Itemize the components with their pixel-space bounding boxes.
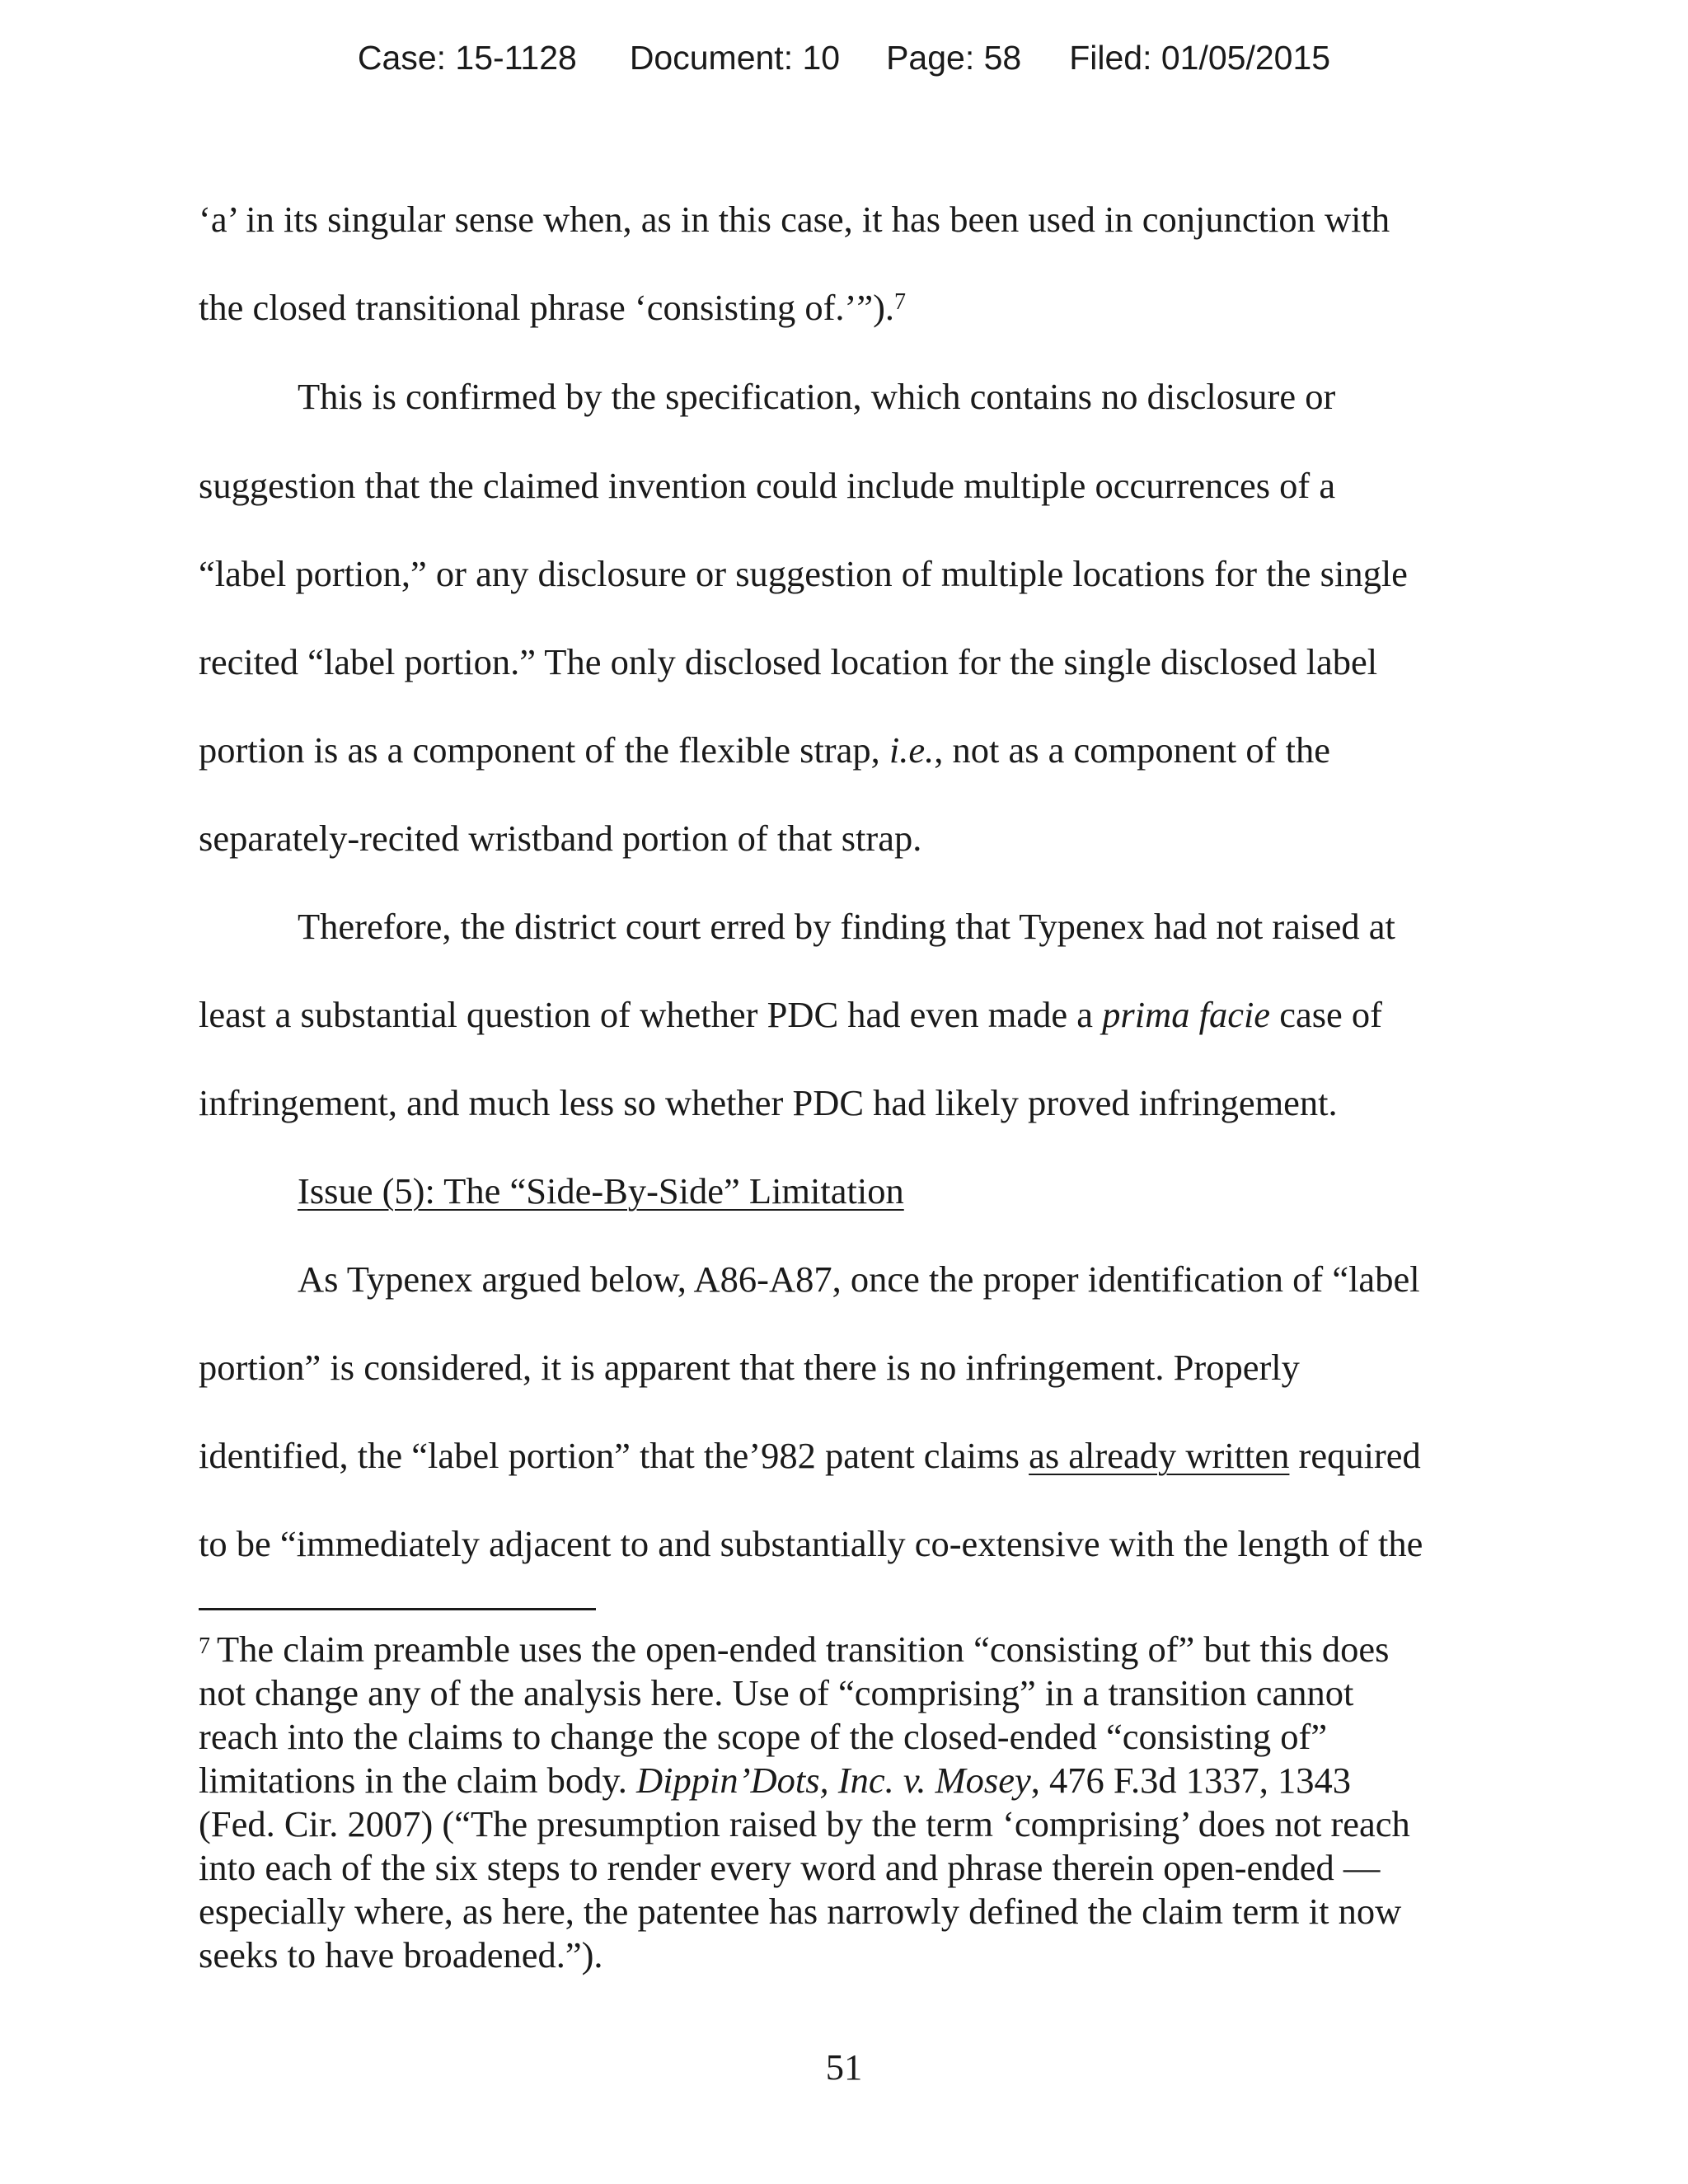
section-heading — [199, 1170, 904, 1212]
footnote-text-3: reach into the claims to change the scope of the closed-ended “consisting of” — [199, 1716, 1328, 1757]
footnote-separator — [199, 1608, 596, 1610]
body-line — [199, 376, 1335, 417]
text-line-7a: portion is as a component of the flexible strap, — [199, 729, 889, 771]
footnote-7 — [199, 1628, 1501, 1977]
body-line — [199, 1347, 1300, 1388]
document-number: Document: 10 — [629, 39, 841, 77]
footnote-text-4a: limitations in the claim body. — [199, 1760, 637, 1801]
case-number: Case: 15-1128 — [357, 39, 577, 77]
footnote-text-2: not change any of the analysis here. Use of “comprising” in a transition cannot — [199, 1672, 1354, 1713]
text-line-12: As Typenex argued below, A86-A87, once the proper identification of “label — [298, 1258, 1420, 1300]
body-line — [199, 729, 1330, 771]
footnote-line — [199, 1628, 1501, 1671]
footnote-text-1: The claim preamble uses the open-ended transition “consisting of” but this does — [217, 1629, 1390, 1670]
text-line-11: infringement, and much less so whether PDC had likely proved infringement. — [199, 1082, 1338, 1123]
body-line — [199, 641, 1377, 682]
body-line — [199, 906, 1395, 947]
footnote-line — [199, 1890, 1501, 1933]
underlined-phrase: as already written — [1029, 1435, 1290, 1476]
footnote-line — [199, 1715, 1501, 1759]
footnote-text-7: especially where, as here, the patentee has narrowly defined the claim term it now — [199, 1891, 1402, 1932]
footnote-text-8: seeks to have broadened.”). — [199, 1934, 603, 1975]
text-line-10b: case of — [1270, 994, 1382, 1035]
text-line-6: recited “label portion.” The only disclosed location for the single disclosed label — [199, 641, 1378, 682]
body-line — [199, 818, 921, 859]
text-line-9: Therefore, the district court erred by finding that Typenex had not raised at — [298, 906, 1395, 947]
text-line-10a: least a substantial question of whether PDC had even made a — [199, 994, 1103, 1035]
page-label: Page: 58 — [886, 39, 1022, 77]
text-line-2: the closed transitional phrase ‘consisting of.’”). — [199, 287, 895, 328]
issue-heading: Issue (5): The “Side-By-Side” Limitation — [298, 1170, 904, 1212]
case-header — [0, 36, 1688, 79]
footnote-text-4b: , 476 F.3d 1337, 1343 — [1030, 1760, 1352, 1801]
text-line-5: “label portion,” or any disclosure or suggestion of multiple locations for the single — [199, 553, 1408, 594]
footnote-line — [199, 1759, 1501, 1802]
body-line — [199, 1258, 1420, 1300]
body-line — [199, 199, 1390, 240]
text-line-3: This is confirmed by the specification, which contains no disclosure or — [298, 376, 1336, 417]
body-line — [199, 287, 906, 328]
body-line — [199, 994, 1382, 1035]
body-line — [199, 465, 1335, 506]
footnote-text-6: into each of the six steps to render every word and phrase therein open-ended — — [199, 1847, 1381, 1888]
text-line-4: suggestion that the claimed invention could include multiple occurrences of a — [199, 465, 1336, 506]
text-line-7b: , not as a component of the — [934, 729, 1330, 771]
footnote-line — [199, 1671, 1501, 1715]
italic-prima-facie: prima facie — [1102, 994, 1271, 1035]
text-line-14b: required — [1289, 1435, 1421, 1476]
footnote-marker: 7 — [199, 1633, 210, 1659]
page-number: 51 — [825, 2046, 863, 2088]
body-line — [199, 553, 1408, 594]
footnote-text-5: (Fed. Cir. 2007) (“The presumption raised by the term ‘comprising’ does not reach — [199, 1803, 1410, 1844]
footnote-line — [199, 1846, 1501, 1890]
footnote-line — [199, 1933, 1501, 1977]
body-line — [199, 1523, 1423, 1564]
italic-ie: i.e. — [889, 729, 935, 771]
text-line-15: to be “immediately adjacent to and substantially co-extensive with the length of the — [199, 1523, 1423, 1564]
case-citation: Dippin’Dots, Inc. v. Mosey — [636, 1760, 1031, 1801]
filed-date: Filed: 01/05/2015 — [1069, 39, 1331, 77]
footnote-reference: 7 — [894, 289, 907, 315]
text-line-8: separately-recited wristband portion of that strap. — [199, 818, 922, 859]
text-line-13: portion” is considered, it is apparent that there is no infringement. Properly — [199, 1347, 1300, 1388]
text-line-14a: identified, the “label portion” that the’982 patent claims — [199, 1435, 1029, 1476]
body-line — [199, 1082, 1338, 1123]
body-line — [199, 1435, 1421, 1476]
footnote-line — [199, 1802, 1501, 1846]
text-line-1: ‘a’ in its singular sense when, as in this case, it has been used in conjunction with — [199, 199, 1390, 240]
